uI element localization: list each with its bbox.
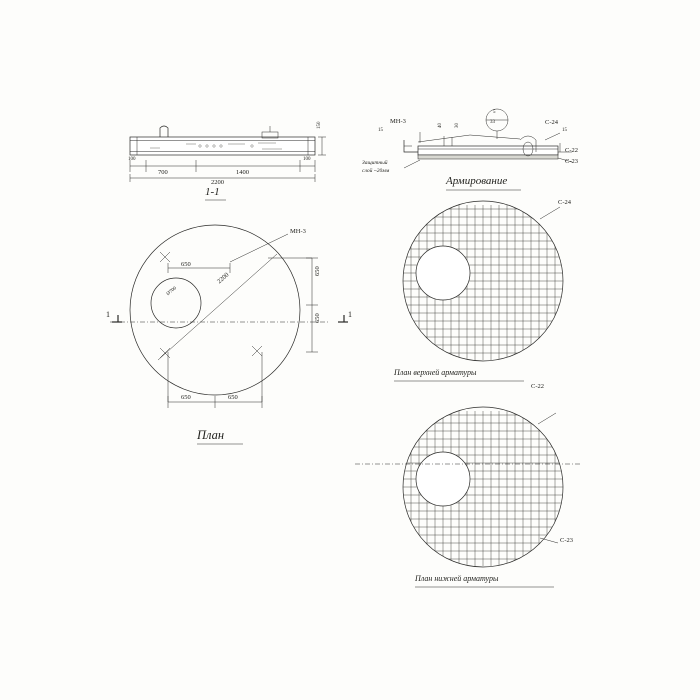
section-mark-left: 1 <box>106 310 110 319</box>
bottom-rebar-plan-geometry <box>355 407 580 587</box>
bubble-number-top: 5 <box>493 110 496 115</box>
dim-hole-diameter: Ø700 <box>166 286 178 297</box>
dim-2200-section: 2200 <box>211 179 224 186</box>
mark-40: 40 <box>438 123 443 128</box>
caption-bottom-rebar-plan: План нижней арматуры <box>415 574 499 583</box>
label-s24-top-plan: С-24 <box>558 199 571 206</box>
section-1-1-geometry <box>130 126 326 200</box>
dim-700: 700 <box>158 169 168 176</box>
label-protective-layer-2: слой ~20мм <box>362 168 390 174</box>
dim-left-edge: 100 <box>128 157 136 162</box>
caption-section-1-1: 1-1 <box>205 186 220 198</box>
plan-geometry <box>110 225 348 444</box>
caption-plan: План <box>197 428 225 442</box>
dim-diag-2200: 2200 <box>216 271 231 286</box>
label-s23-bottom-plan: С-23 <box>560 537 573 544</box>
mark-15-right: 15 <box>562 128 567 133</box>
label-mn3-detail: МН-3 <box>390 118 406 125</box>
dim-right-650-a: 650 <box>314 266 321 276</box>
mark-30: 30 <box>455 123 460 128</box>
label-s24-detail: С-24 <box>545 119 558 126</box>
dim-right-edge: 100 <box>303 157 311 162</box>
dim-thickness: 150 <box>317 121 322 129</box>
caption-top-rebar-plan: План верхней арматуры <box>394 368 477 377</box>
dim-bottom-650-a: 650 <box>181 394 191 401</box>
caption-armirovanie: Армирование <box>446 175 508 187</box>
dim-1400: 1400 <box>236 169 249 176</box>
top-rebar-plan-geometry <box>394 201 563 381</box>
dim-top-650: 650 <box>181 261 191 268</box>
label-s22-detail: С-22 <box>565 147 578 154</box>
label-protective-layer-1: Защитный <box>362 160 388 166</box>
label-s22-bottom-plan: С-22 <box>531 383 544 390</box>
dim-bottom-650-b: 650 <box>228 394 238 401</box>
bubble-number-bottom: 33 <box>490 120 495 125</box>
dim-right-650-b: 650 <box>314 313 321 323</box>
section-mark-right: 1 <box>348 310 352 319</box>
label-mn3-plan: МН-3 <box>290 228 306 235</box>
label-s23-detail: С-23 <box>565 158 578 165</box>
mark-15-left: 15 <box>378 128 383 133</box>
